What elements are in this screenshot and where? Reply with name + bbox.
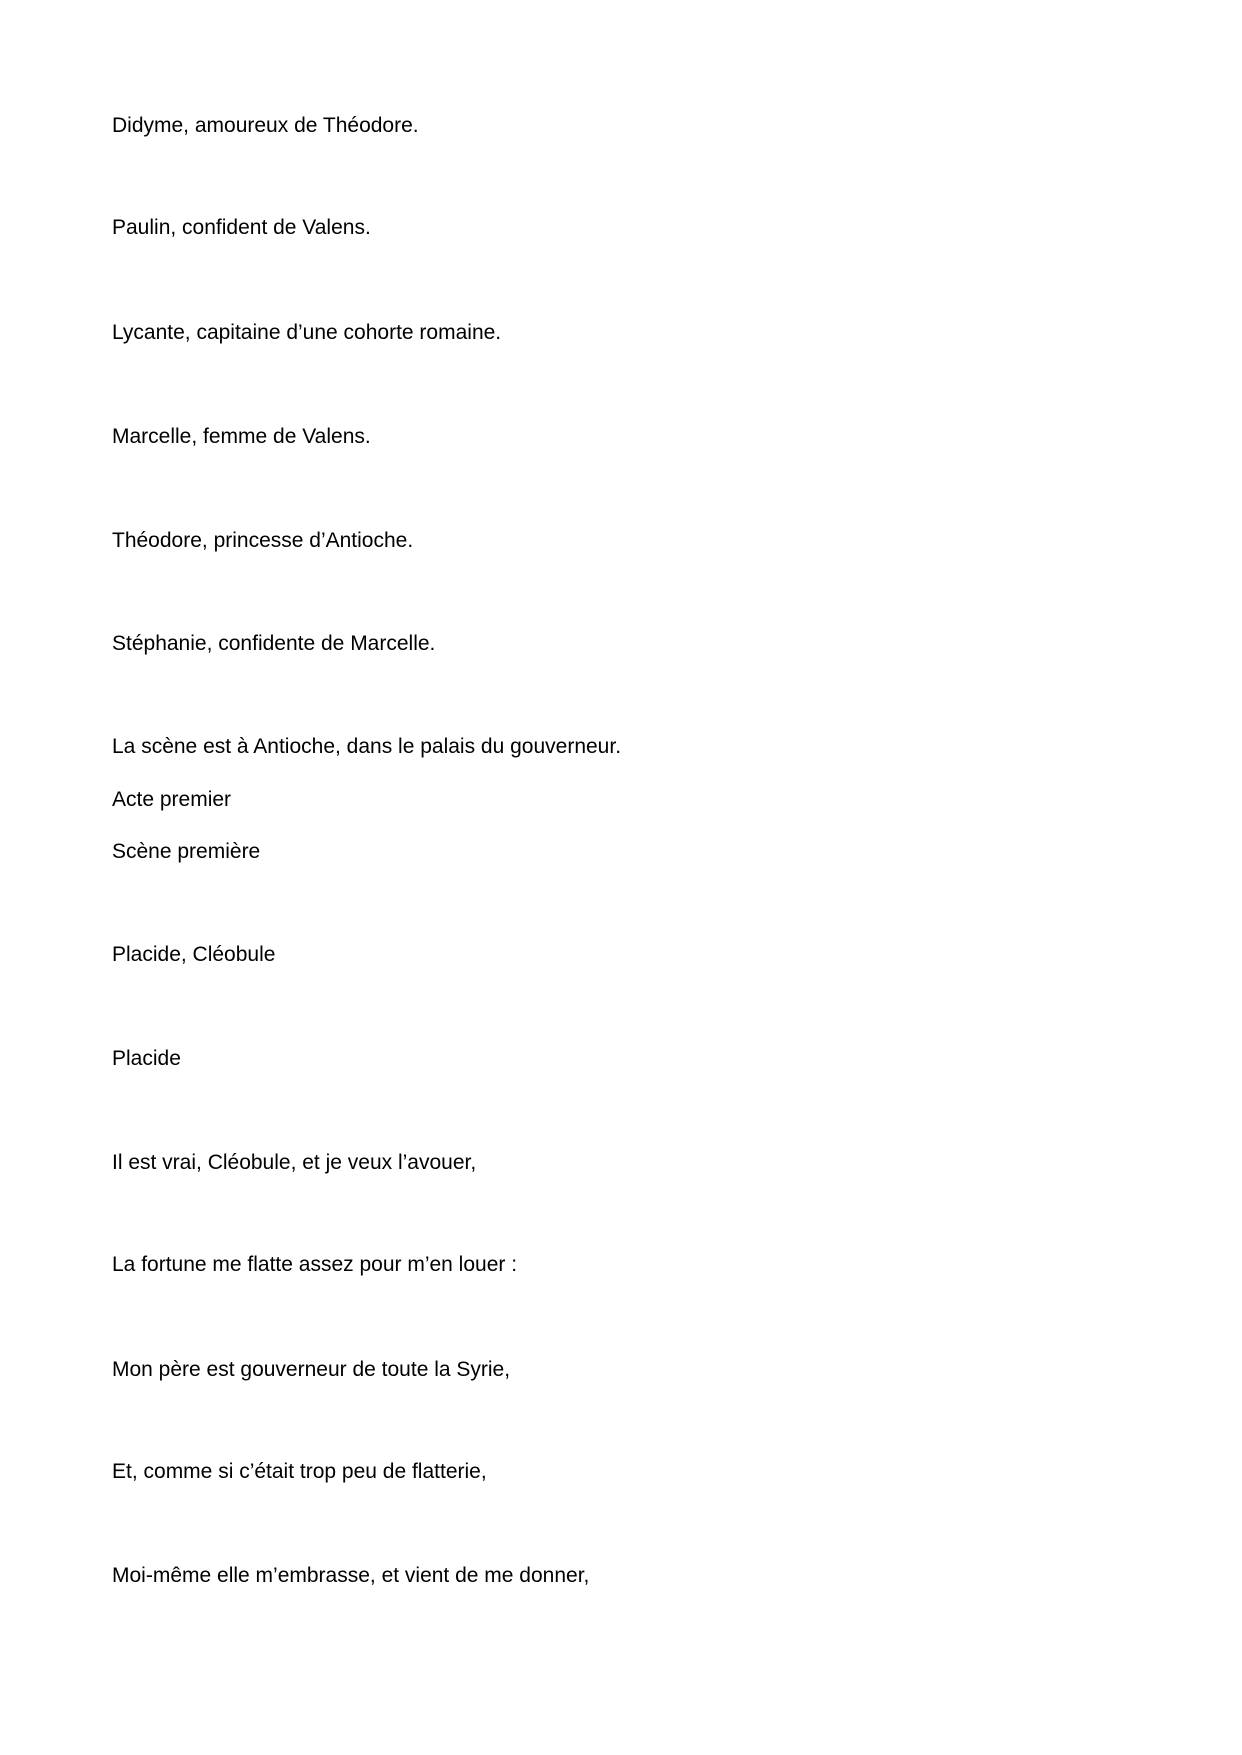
scene-characters: Placide, Cléobule <box>112 943 276 966</box>
cast-didyme: Didyme, amoureux de Théodore. <box>112 114 419 137</box>
scene-heading: Scène première <box>112 840 261 863</box>
verse-line-2: La fortune me flatte assez pour m’en louer : <box>112 1253 518 1276</box>
verse-line-1: Il est vrai, Cléobule, et je veux l’avouer, <box>112 1151 477 1174</box>
act-heading: Acte premier <box>112 788 232 811</box>
verse-line-3: Mon père est gouverneur de toute la Syrie, <box>112 1358 511 1381</box>
verse-line-4: Et, comme si c’était trop peu de flatterie, <box>112 1460 487 1483</box>
setting-line: La scène est à Antioche, dans le palais du gouverneur. <box>112 735 622 758</box>
verse-line-5: Moi-même elle m’embrasse, et vient de me donner, <box>112 1564 590 1587</box>
cast-stephanie: Stéphanie, confidente de Marcelle. <box>112 632 436 655</box>
cast-theodore: Théodore, princesse d’Antioche. <box>112 529 414 552</box>
cast-paulin: Paulin, confident de Valens. <box>112 216 371 239</box>
cast-lycante: Lycante, capitaine d’une cohorte romaine. <box>112 321 502 344</box>
cast-marcelle: Marcelle, femme de Valens. <box>112 425 371 448</box>
speaker-name: Placide <box>112 1047 181 1070</box>
